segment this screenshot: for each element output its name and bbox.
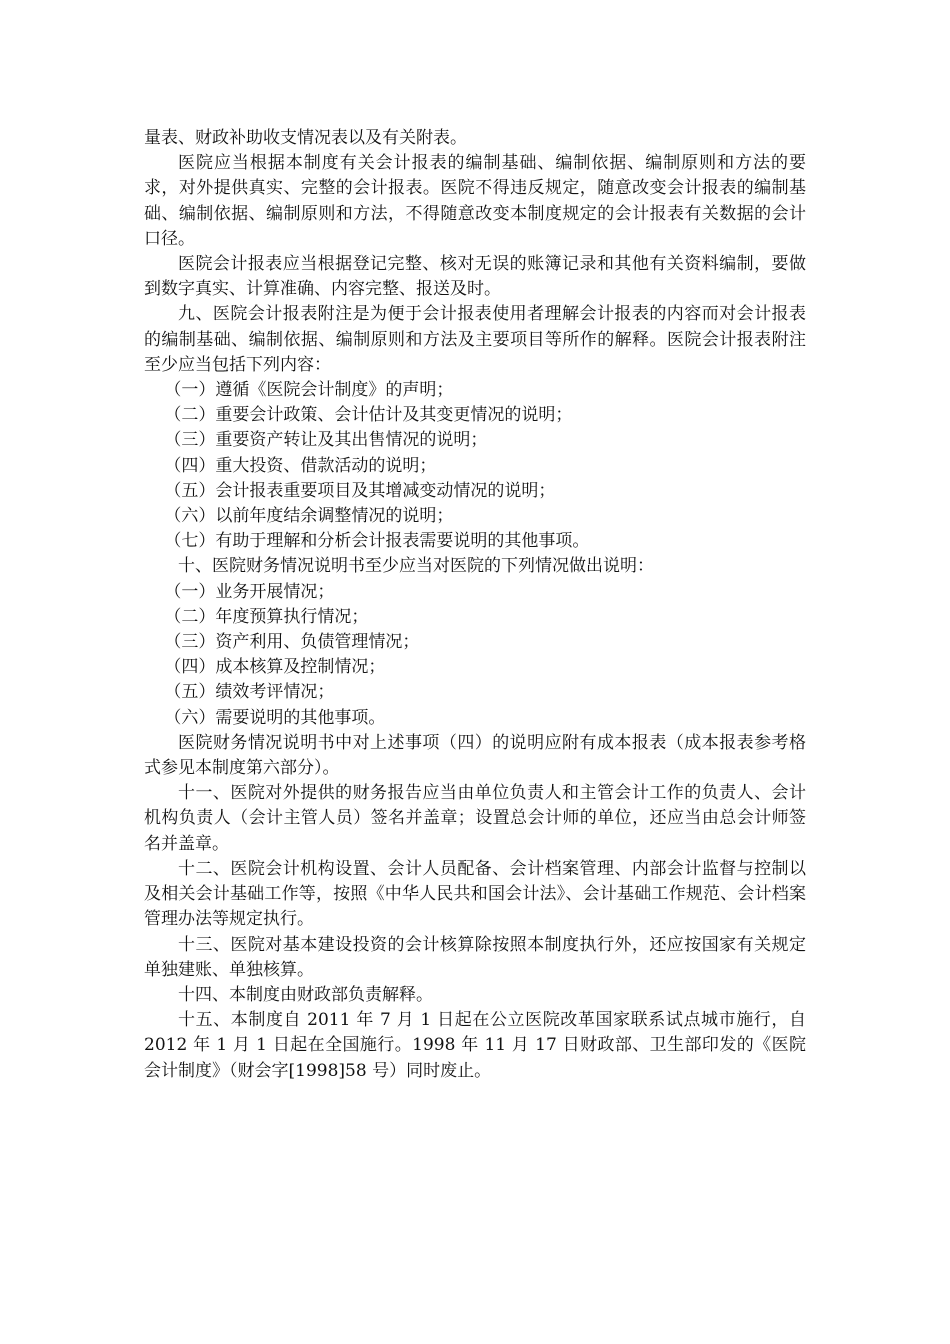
list-item: （三）重要资产转让及其出售情况的说明；: [164, 430, 488, 451]
list-item: （一）遵循《医院会计制度》的声明；: [164, 380, 454, 401]
paragraph-report-requirements: 医院应当根据本制度有关会计报表的编制基础、编制依据、编制原则和方法的要求，对外提供真实、完整的会计报表。医院不得违反规定，随意改变会计报表的编制基础、编制依据、编制原则和方法，不得随意改变本制度规定的会计报表有关数据的会计口径。: [144, 153, 806, 249]
list-item: （一）业务开展情况；: [164, 581, 335, 602]
list-item: （四）成本核算及控制情况；: [164, 657, 386, 678]
paragraph-continuation: 量表、财政补助收支情况表以及有关附表。: [144, 128, 467, 148]
paragraph-section-10: 十、医院财务情况说明书至少应当对医院的下列情况做出说明：: [178, 556, 654, 577]
paragraph-section-9: 九、医院会计报表附注是为便于会计报表使用者理解会计报表的内容而对会计报表的编制基础、编制依据、编制原则和方法及主要项目等所作的解释。医院会计报表附注至少应当包括下列内容：: [144, 304, 806, 375]
paragraph-section-14: 十四、本制度由财政部负责解释。: [178, 984, 433, 1005]
paragraph-report-compilation: 医院会计报表应当根据登记完整、核对无误的账簿记录和其他有关资料编制，要做到数字真实、计算准确、内容完整、报送及时。: [144, 254, 806, 300]
list-item: （二）重要会计政策、会计估计及其变更情况的说明；: [164, 405, 573, 426]
list-item: （五）会计报表重要项目及其增减变动情况的说明；: [164, 480, 556, 501]
list-item: （四）重大投资、借款活动的说明；: [164, 455, 437, 476]
list-item: （三）资产利用、负债管理情况；: [164, 632, 420, 653]
list-item: （六）需要说明的其他事项。: [164, 707, 386, 728]
list-item: （二）年度预算执行情况；: [164, 606, 369, 627]
list-item: （六）以前年度结余调整情况的说明；: [164, 506, 454, 527]
paragraph-section-15: 十五、本制度自 2011 年 7 月 1 日起在公立医院改革国家联系试点城市施行，自 2012 年 1 月 1 日起在全国施行。1998 年 11 月 17 日财政部、卫生部印发的《医院会计制度》（财会字[1998]58 号）同时废止。: [144, 1010, 806, 1081]
list-item: （五）绩效考评情况；: [164, 682, 335, 703]
paragraph-cost-report-note: 医院财务情况说明书中对上述事项（四）的说明应附有成本报表（成本报表参考格式参见本制度第六部分）。: [144, 732, 806, 779]
paragraph-section-12: 十二、医院会计机构设置、会计人员配备、会计档案管理、内部会计监督与控制以及相关会计基础工作等，按照《中华人民共和国会计法》、会计基础工作规范、会计档案管理办法等规定执行。: [144, 858, 806, 930]
list-item: （七）有助于理解和分析会计报表需要说明的其他事项。: [164, 531, 590, 552]
paragraph-section-13: 十三、医院对基本建设投资的会计核算除按照本制度执行外，还应按国家有关规定单独建账、单独核算。: [144, 934, 806, 980]
document-page: [144, 126, 806, 1084]
paragraph-section-11: 十一、医院对外提供的财务报告应当由单位负责人和主管会计工作的负责人、会计机构负责人（会计主管人员）签名并盖章；设置总会计师的单位，还应当由总会计师签名并盖章。: [144, 783, 806, 854]
